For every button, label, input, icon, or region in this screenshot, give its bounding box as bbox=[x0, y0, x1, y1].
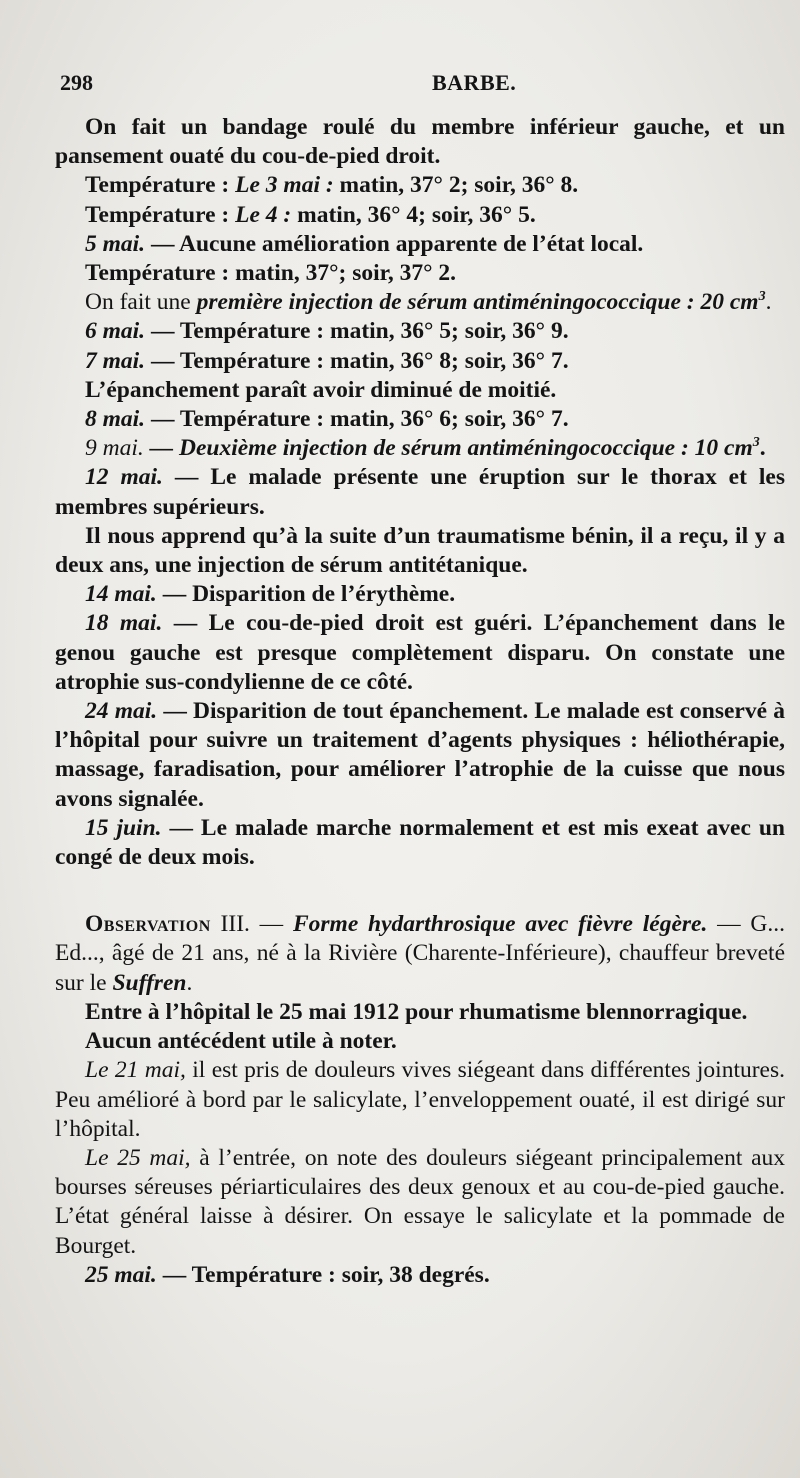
paragraph bbox=[55, 463, 785, 521]
paragraph-text: — Disparition de l’érythème. bbox=[156, 581, 456, 608]
paragraph-text: — Le cou-de-pied droit est guéri. L’épanchement dans le genou gauche est presque complètement disparu. On constate une atrophie sus-condylienne de ce côté. bbox=[55, 610, 786, 695]
paragraph-text: Température : bbox=[85, 201, 236, 228]
paragraph-text: . bbox=[765, 289, 772, 316]
page-number: 298 bbox=[60, 70, 93, 95]
paragraph bbox=[55, 1056, 785, 1144]
date-label: Le 3 mai : bbox=[235, 172, 334, 199]
date-label: Le 4 : bbox=[235, 201, 292, 228]
paragraph-text: matin, 37° 2; soir, 36° 8. bbox=[333, 172, 579, 199]
paragraph-text: Température : matin, 37°; soir, 37° 2. bbox=[85, 260, 457, 287]
date-label: 24 mai. bbox=[85, 698, 158, 725]
paragraph bbox=[55, 259, 785, 288]
paragraph-text: — Aucune amélioration apparente de l’état local. bbox=[145, 230, 644, 257]
paragraph bbox=[55, 347, 785, 376]
observation-title: Forme hydarthrosique avec fièvre légère. bbox=[292, 911, 708, 938]
paragraph bbox=[55, 171, 785, 200]
paragraph-text: il est pris de douleurs vives siégeant dans différentes jointures. Peu amélioré à bord par le salicylate, l’enveloppement ouaté, il est dirigé sur l’hôpital. bbox=[55, 1057, 786, 1142]
observation-heading bbox=[55, 910, 785, 998]
paragraph bbox=[55, 814, 785, 872]
page-header bbox=[60, 70, 750, 104]
paragraph-text: — Disparition de tout épanchement. Le malade est conservé à l’hôpital pour suivre un traitement d’agents physiques : héliothérapie, massage, faradisation, pour améliorer l’atrophie de la cuisse que nous avons signalée. bbox=[55, 698, 785, 812]
running-head: BARBE. bbox=[432, 70, 517, 95]
superscript: 3 bbox=[758, 289, 766, 305]
paragraph-text: Aucun antécédent utile à noter. bbox=[85, 1028, 397, 1055]
paragraph-text: — Température : soir, 38 degrés. bbox=[156, 1261, 490, 1288]
paragraph bbox=[55, 609, 785, 697]
date-label: 9 mai. bbox=[85, 435, 144, 462]
date-label: 15 juin. bbox=[85, 814, 162, 841]
observation-number: III. — bbox=[210, 911, 293, 938]
paragraph-text: . bbox=[186, 969, 193, 996]
paragraph bbox=[55, 580, 785, 609]
date-label: 5 mai. bbox=[85, 230, 146, 257]
paragraph bbox=[55, 201, 785, 230]
paragraph bbox=[55, 288, 785, 317]
paragraph-text: Température : bbox=[85, 172, 236, 199]
paragraph-text: On fait une bbox=[85, 289, 197, 316]
emphasis-text: première injection de sérum antiméningococcique : 20 cm bbox=[196, 289, 759, 316]
date-label: 6 mai. bbox=[85, 318, 146, 345]
observation-label: Observation bbox=[85, 911, 211, 938]
date-label: 8 mai. bbox=[85, 406, 146, 433]
emphasis-text: — Deuxième injection de sérum antiméningococcique : 10 cm bbox=[143, 435, 753, 462]
paragraph-text: — Le malade marche normalement et est mis exeat avec un congé de deux mois. bbox=[55, 814, 785, 871]
date-label: 12 mai. bbox=[85, 464, 163, 491]
paragraph bbox=[55, 998, 785, 1027]
paragraph bbox=[55, 405, 785, 434]
paragraph-text: Il nous apprend qu’à la suite d’un traumatisme bénin, il a reçu, il y a deux ans, une injection de sérum antitétanique. bbox=[55, 522, 785, 579]
paragraph-text: — Température : matin, 36° 6; soir, 36° 7. bbox=[145, 406, 569, 433]
body-text bbox=[55, 113, 785, 1290]
paragraph bbox=[55, 317, 785, 346]
date-label: 18 mai. bbox=[85, 610, 163, 637]
paragraph bbox=[55, 1144, 785, 1261]
section-gap bbox=[55, 872, 785, 910]
date-label: Le 25 mai, bbox=[85, 1144, 191, 1171]
paragraph-text: matin, 36° 4; soir, 36° 5. bbox=[291, 201, 536, 228]
paragraph-text: . bbox=[759, 435, 766, 462]
paragraph bbox=[55, 113, 785, 171]
paragraph-text: — G... Ed..., âgé de 21 ans, né à la Rivière (Charente-Inférieure), chauffeur breveté sur le bbox=[55, 911, 785, 996]
paragraph bbox=[55, 522, 785, 580]
paragraph-text: — Température : matin, 36° 5; soir, 36° 9. bbox=[145, 318, 569, 345]
paragraph-text: à l’entrée, on note des douleurs siégeant principalement aux bourses séreuses périarticulaires des deux genoux et au cou-de-pied gauche. L’état général laisse à désirer. On essaye le salicylate et la pommade de Bourget. bbox=[55, 1144, 785, 1259]
paragraph-text: — Le malade présente une éruption sur le thorax et les membres supérieurs. bbox=[55, 464, 785, 520]
paragraph-text: On fait un bandage roulé du membre inférieur gauche, et un pansement ouaté du cou-de-pied droit. bbox=[55, 114, 785, 170]
paragraph bbox=[55, 1261, 785, 1290]
superscript: 3 bbox=[752, 435, 760, 451]
paragraph-text: Entre à l’hôpital le 25 mai 1912 pour rhumatisme blennorragique. bbox=[85, 998, 748, 1025]
date-label: Le 21 mai, bbox=[85, 1057, 186, 1084]
date-label: 7 mai. bbox=[85, 347, 146, 374]
paragraph bbox=[55, 376, 785, 405]
date-label: 25 mai. bbox=[85, 1261, 157, 1288]
paragraph bbox=[55, 230, 785, 259]
paragraph bbox=[55, 1027, 785, 1056]
paragraph bbox=[55, 697, 785, 814]
ship-name: Suffren bbox=[112, 969, 187, 996]
date-label: 14 mai. bbox=[85, 581, 157, 608]
paragraph bbox=[55, 434, 785, 463]
paragraph-text: — Température : matin, 36° 8; soir, 36° 7. bbox=[145, 347, 569, 374]
paragraph-text: L’épanchement paraît avoir diminué de moitié. bbox=[85, 376, 557, 403]
